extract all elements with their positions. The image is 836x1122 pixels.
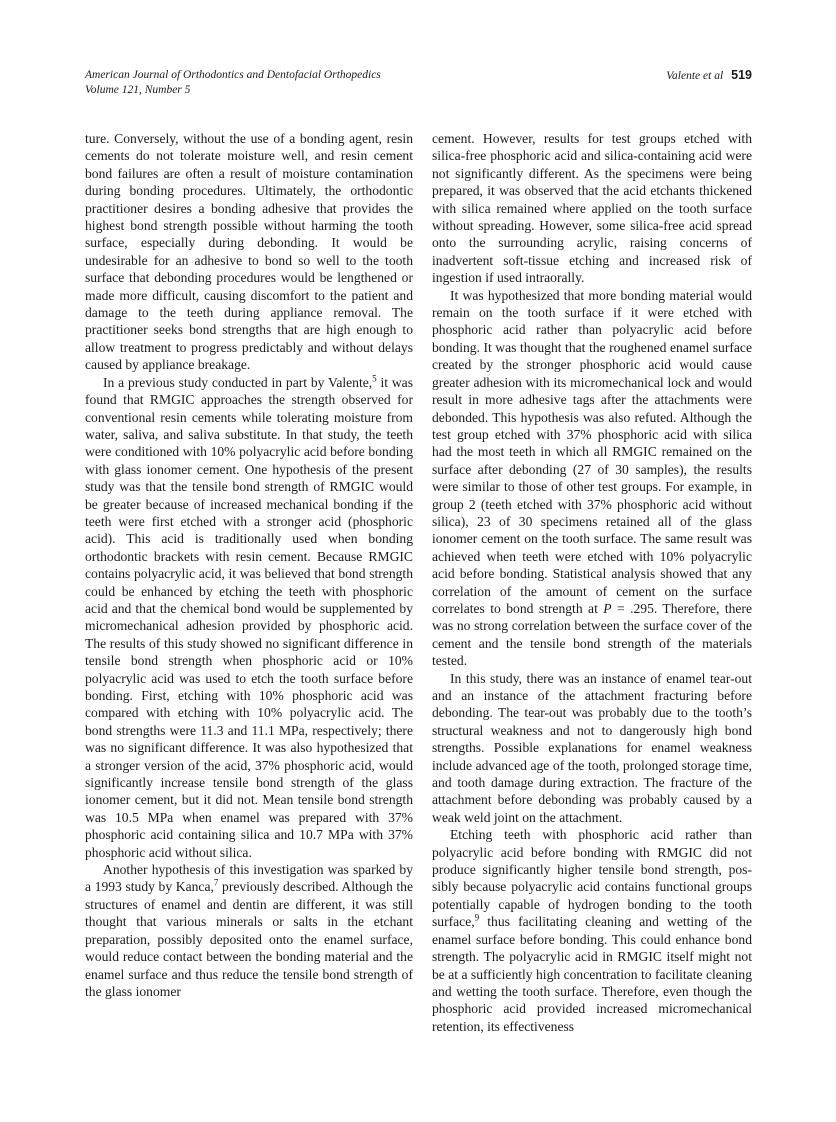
paragraph-text: previously described. Although the structures of enamel and dentin are different, it was still thought that various minerals or salts in the etchant preparation, possibly deposited onto the enamel surface, would reduce contact between the bonding material and the enamel surface and thus reduce the tensile bond strength of the glass ionomer	[85, 879, 413, 999]
paragraph	[432, 826, 752, 1035]
paragraph: cement. However, results for test groups etched with silica-free phosphoric acid and silica-containing acid were not significantly different. As the specimens were being prepared, it was observed that the acid etchants thickened with silica remained where applied on the tooth surface without spreading. However, some silica-free acid spread onto the surrounding acrylic, raising concerns of inadvertent soft-tissue etching and increased risk of ingestion if used intraorally.	[432, 131, 752, 286]
paragraph-text: Another hypothesis of this investigation was sparked by a 1993 study by Kanca,	[85, 862, 413, 895]
citation-ref: 5	[372, 373, 377, 384]
citation-ref: 7	[213, 877, 219, 888]
paragraph: In this study, there was an instance of enamel tear-out and an instance of the attachment fracturing before debonding. The tear-out was probably due to the tooth’s structural weakness and not to dangerously high bond strengths. Possible explanations for enamel weakness include advanced age of the tooth, prolonged storage time, and tooth damage during extraction. The fracture of the attachment before debonding was probably caused by a weak weld joint on the attachment.	[432, 670, 752, 825]
paragraph-text: = .295. Therefore, there was no strong correlation between the surface cover of the cement and the tensile bond strength of the materials tested.	[432, 600, 752, 669]
left-column	[85, 130, 413, 1000]
paragraph-text: it was found that RMGIC approaches the strength observed for conventional resin cements while tolerating moisture from water, saliva, and saliva substitute. In that study, the teeth were conditioned with 10% polyacrylic acid before bonding with glass ionomer cement. One hypothesis of the present study was that the tensile bond strength of RMGIC would be greater because of increased mechanical bonding if the teeth were first etched with a stronger acid (phosphoric acid). This acid is traditionally used when bonding orthodontic brackets with resin cement. Because RMGIC contains polyacrylic acid, it was believed that bond strength could be enhanced by etching the teeth with phosphoric acid and that the chemical bond would be supplemented by micromechanical adhesion provided by phosphoric acid. The results of this study showed no significant difference in tensile bond strength when phosphoric acid or 10% polyacrylic acid was used to etch the tooth surface before bonding. First, etching with 10% phosphoric acid was compared with etching with 10% polyacrylic acid. The bond strengths were 11.3 and 11.1 MPa, respectively; there was no significant difference. It was also hypothesized that a stronger version of the acid, 37% phosphoric acid, would significantly increase tensile bond strength of the glass ionomer cement, but it did not. Mean tensile bond strength was 10.5 MPa when enamel was prepared with 37% phosphoric acid containing silica and 10.7 MPa with 37% phosphoric acid without silica.	[85, 374, 413, 860]
paragraph	[85, 861, 413, 1000]
paragraph-text: thus facilitating cleaning and wetting of the enamel surface before bonding. This could enhance bond strength. The polyacrylic acid in RMGIC itself might not be at a sufficiently high concentration to facilitate cleaning and wetting the tooth surface. Therefore, even though the phosphoric acid provided increased micromechanical retention, its effectiveness	[432, 914, 752, 1034]
running-authors: Valente et al	[666, 70, 724, 82]
journal-title: American Journal of Orthodontics and Dentofacial Orthopedics	[85, 69, 381, 81]
author-page	[666, 68, 752, 84]
paragraph	[85, 374, 413, 861]
paragraph: ture. Conversely, without the use of a bonding agent, resin cements do not tolerate moisture well, and resin cement bond failures are often a result of moisture contamination during bonding procedures. Ultimately, the orthodontic practitioner desires a bonding adhesive that provides the highest bond strength possible without harming the tooth surface, especially during debonding. It would be undesirable for an adhesive to bond so well to the tooth surface that debonding procedures would be lengthened or made more difficult, causing discomfort to the patient and damage to the teeth during appliance removal. The practitioner seeks bond strengths that are high enough to allow treatment to progress predictably and without delays caused by appliance breakage.	[85, 131, 413, 373]
paragraph-text: In a previous study conducted in part by Valente,	[103, 374, 373, 390]
paragraph-text: It was hypothesized that more bonding material would remain on the tooth surface if it were etched with phosphoric acid rather than polyacrylic acid before bonding. It was thought that the roughened enamel surface created by the stronger phosphoric acid would cause greater adhesion with its micromechanical lock and would result in more adhesive tags after the attachments were debonded. This hypothesis was also refuted. Although the test group etched with 37% phosphoric acid with silica had the most teeth in which all RMGIC remained on the surface after debonding (27 of 30 samples), the results were similar to those of other test groups. For example, in group 2 (teeth etched with 37% phosphoric acid without silica), 23 of 30 specimens retained all of the glass ionomer cement on the tooth surface. The same result was achieved when teeth were etched with 10% polyacrylic acid before bonding. Statistical analysis showed that any correlation of the amount of cement on the surface correlates to bond strength at	[432, 287, 752, 616]
paragraph	[432, 287, 752, 670]
page-number: 519	[731, 68, 752, 82]
paragraph-text: Etching teeth with phosphoric acid rather than polyacrylic acid before bonding with RMGIC did not produce significantly higher tensile bond strength, possibly because polyacrylic acid contains functional groups potentially capable of hydrogen bonding to the tooth surface,	[432, 827, 752, 930]
p-value-symbol: P	[603, 600, 612, 616]
right-column	[432, 130, 752, 1035]
volume-issue: Volume 121, Number 5	[85, 84, 191, 96]
citation-ref: 9	[474, 912, 480, 923]
journal-info	[85, 68, 381, 98]
